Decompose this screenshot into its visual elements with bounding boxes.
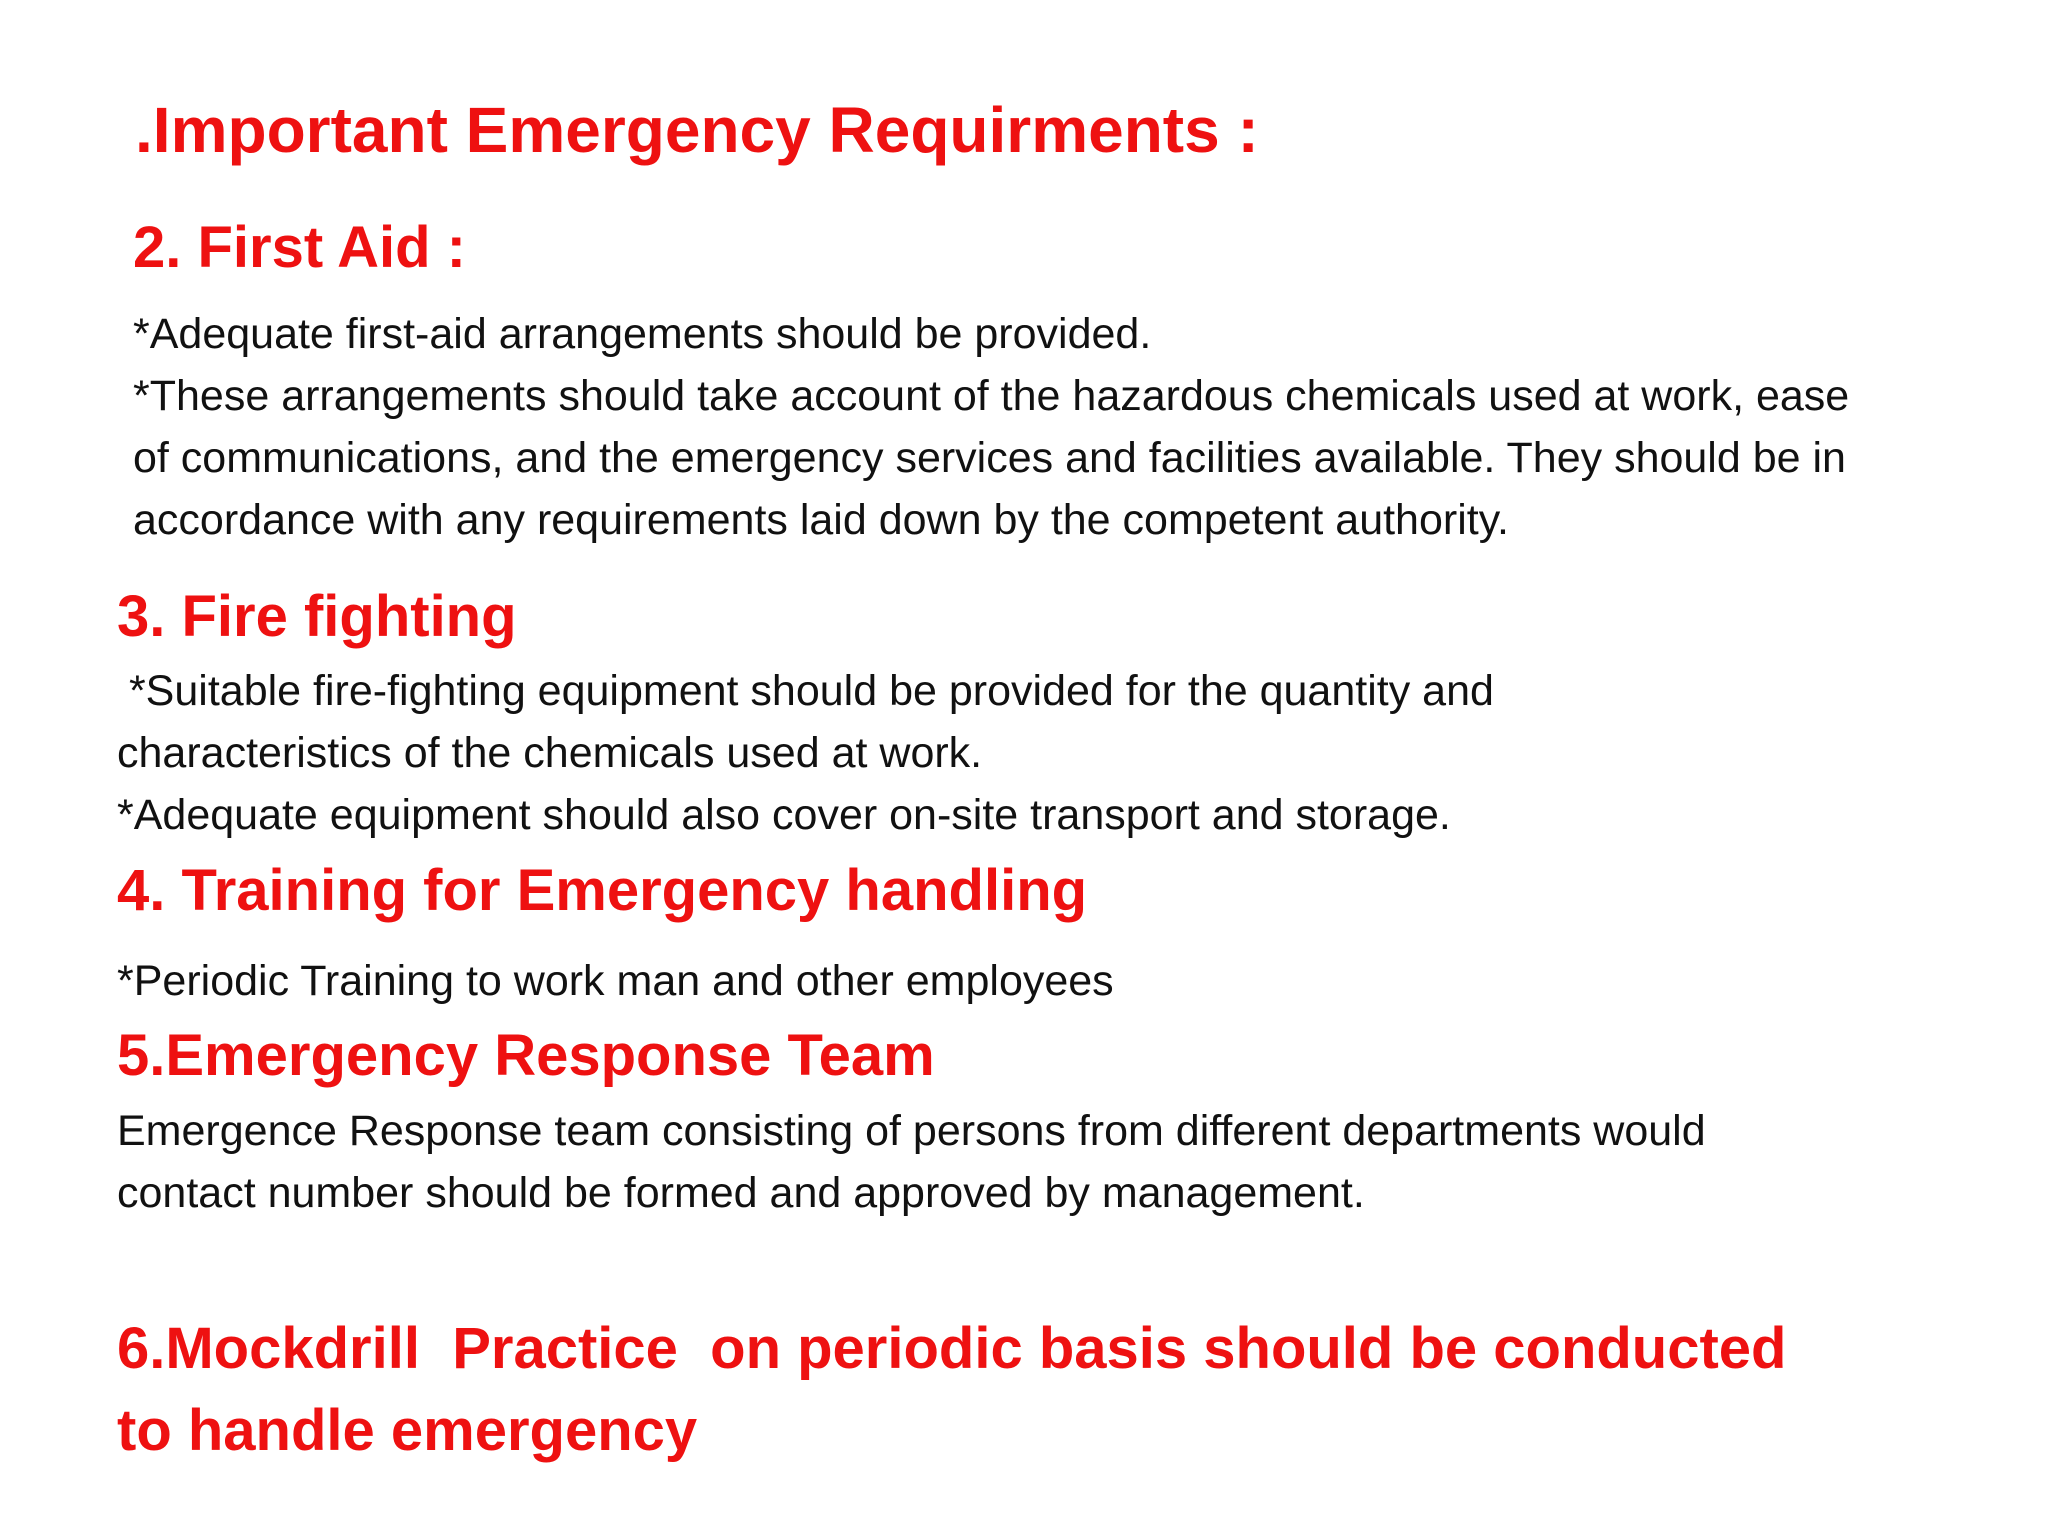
slide-title: .Important Emergency Requirments : (135, 94, 1259, 166)
first-aid-line: of communications, and the emergency services and facilities available. They should be in (133, 434, 1846, 482)
training-line: *Periodic Training to work man and other employees (117, 957, 1114, 1005)
first-aid-line: *These arrangements should take account of the hazardous chemicals used at work, ease (133, 372, 1850, 420)
mockdrill-line: 6.Mockdrill Practice on periodic basis should be conducted (117, 1316, 1787, 1381)
training-heading: 4. Training for Emergency handling (117, 858, 1088, 923)
first-aid-line: *Adequate first-aid arrangements should be provided. (133, 310, 1152, 358)
response-team-text (117, 1100, 1997, 1224)
fire-fighting-line: characteristics of the chemicals used at work. (117, 729, 983, 777)
fire-fighting-line: *Suitable fire-fighting equipment should be provided for the quantity and (117, 667, 1494, 715)
fire-fighting-heading: 3. Fire fighting (117, 584, 517, 649)
first-aid-line: accordance with any requirements laid down by the competent authority. (133, 496, 1509, 544)
first-aid-text (133, 303, 2013, 551)
response-team-heading: 5.Emergency Response Team (117, 1023, 935, 1088)
mockdrill-line: to handle emergency (117, 1398, 698, 1463)
fire-fighting-line: *Adequate equipment should also cover on-site transport and storage. (117, 791, 1451, 839)
training-text (117, 950, 1997, 1012)
first-aid-heading: 2. First Aid : (133, 215, 466, 280)
fire-fighting-text (117, 660, 1997, 846)
mockdrill-heading (117, 1308, 1997, 1472)
response-team-line: Emergence Response team consisting of persons from different departments would (117, 1107, 1706, 1155)
response-team-line: contact number should be formed and approved by management. (117, 1169, 1365, 1217)
